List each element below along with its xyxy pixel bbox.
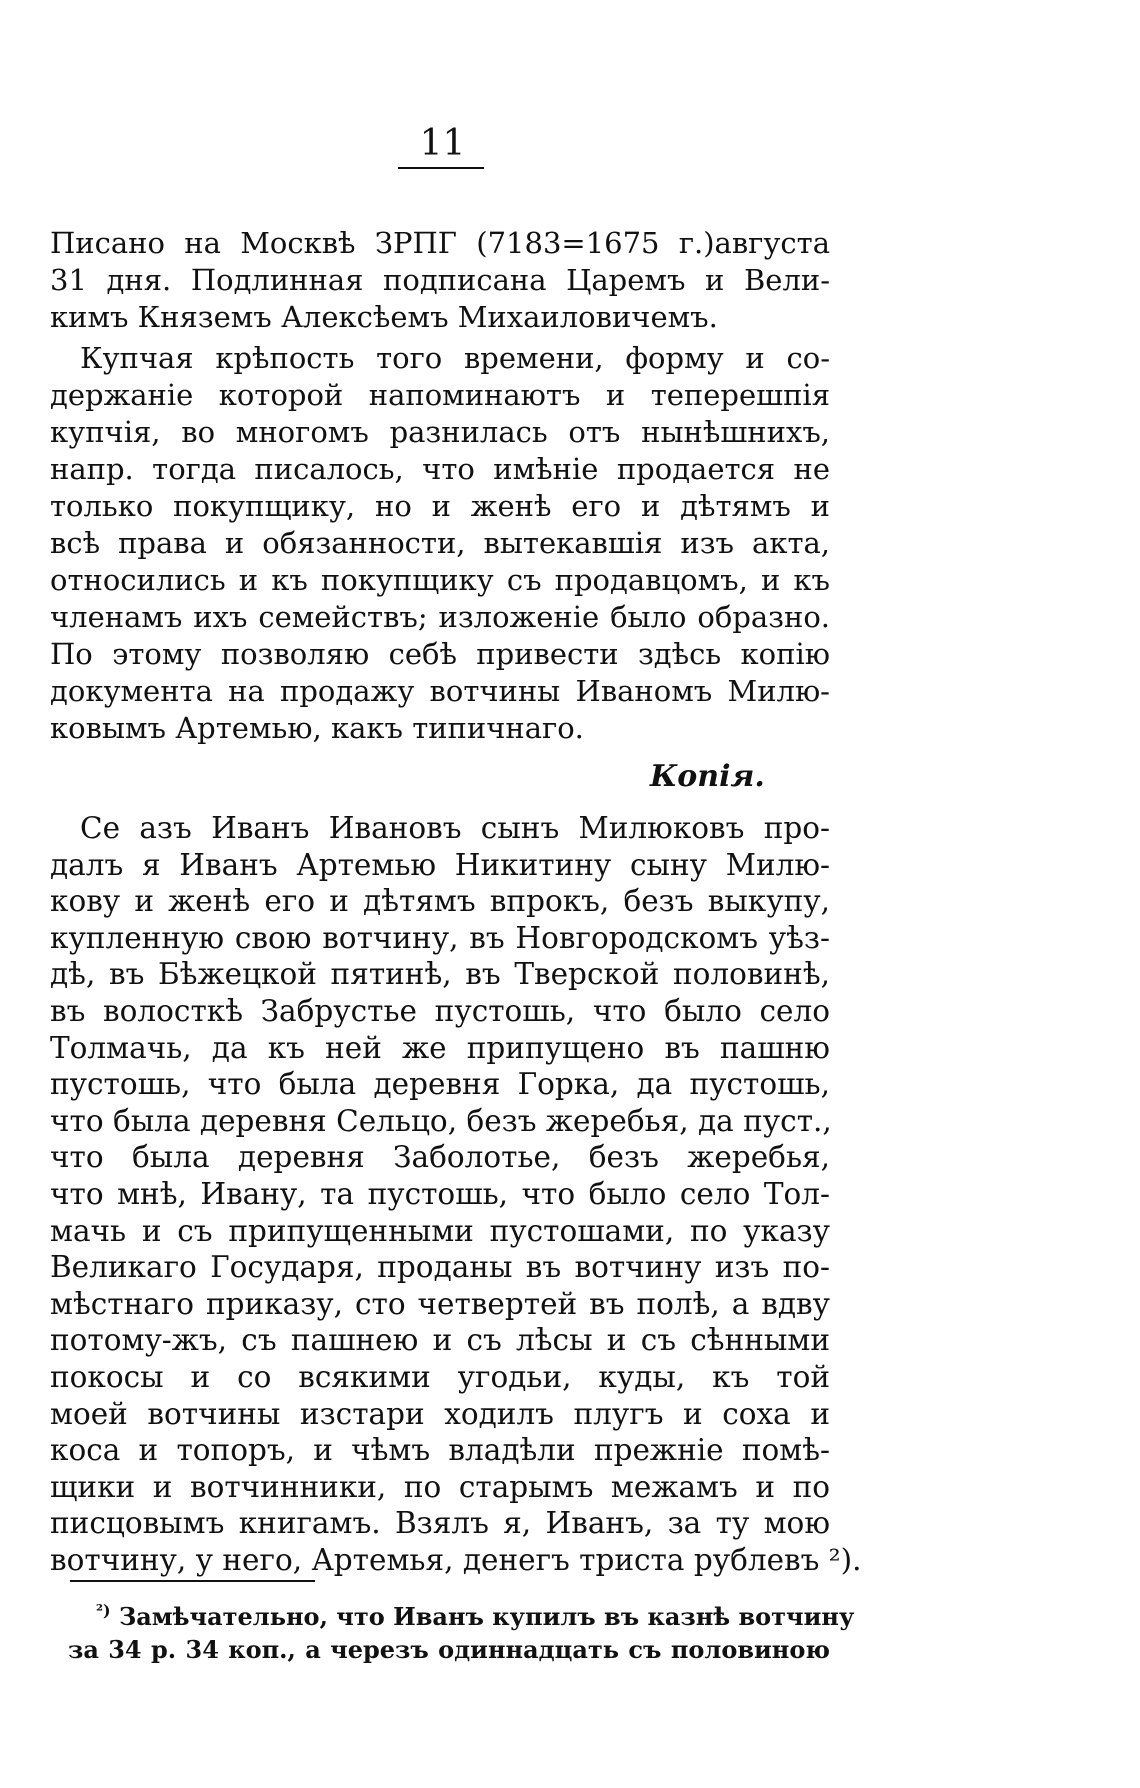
paragraph-line: купленную свою вотчину, въ Новгородскомъ уѣз- [50,920,830,955]
paragraph-line: писцовымъ книгамъ. Взялъ я, Иванъ, за ту мою [50,1506,830,1541]
paragraph-line: щики и вотчинники, по старымъ межамъ и по [50,1469,830,1504]
paragraph-line: кимъ Княземъ Алексѣемъ Михаиловичемъ. [50,300,718,334]
paragraph-line: кову и женѣ его и дѣтямъ впрокъ, безъ выкупу, [50,884,830,919]
paragraph-line: относились и къ покупщику съ продавцомъ, и къ [50,563,830,597]
footnote-text: Замѣчательно, что Иванъ купилъ въ казнѣ вотчину [118,1602,855,1631]
page-number: 11 [419,123,466,164]
footnote-line [68,1600,855,1633]
paragraph-deed-copy [50,810,862,1578]
paragraph-line: Великаго Государя, проданы въ вотчину изъ по- [50,1250,830,1285]
paragraph-line: что была деревня Сельцо, безъ жеребья, да пуст., [50,1103,832,1138]
paragraph-line: документа на продажу вотчины Иваномъ Милю- [50,674,830,708]
paragraph-line: далъ я Иванъ Артемью Никитину сыну Милю- [50,847,830,882]
footnote-rule [70,1580,315,1582]
paragraph-line: купчія, во многомъ разнилась отъ нынѣшнихъ, [50,415,830,449]
footnote-marker: ²) [96,1601,111,1620]
paragraph-line: Се азъ Иванъ Ивановъ сынъ Милюковъ про- [80,811,830,845]
paragraph-line: покосы и со всякими угодьи, куды, къ той [50,1359,830,1394]
paragraph-line: что была деревня Заболотье, безъ жеребья, [50,1140,830,1175]
paragraph-line: что мнѣ, Ивану, та пустошь, что было село Тол- [50,1176,830,1211]
paragraph-line: Толмачь, да къ ней же припущено въ пашню [50,1030,830,1065]
paragraph-line: дѣ, въ Бѣжецкой пятинѣ, въ Тверской половинѣ, [50,957,830,992]
paragraph-line: членамъ ихъ семействъ; изложеніе было образно. [50,600,830,634]
paragraph-line: 31 дня. Подлинная подписана Царемъ и Вели- [50,263,830,297]
paragraph-line: Писано на Москвѣ ЗРПГ (7183=1675 г.)августа [50,226,830,260]
paragraph-commentary [50,340,830,747]
paragraph-line: коса и топоръ, и чѣмъ владѣли прежніе помѣ- [50,1433,830,1468]
paragraph-closing-note [50,225,830,336]
paragraph-line: мѣстнаго приказу, сто четвертей въ полѣ, а вдву [50,1286,830,1321]
paragraph-line: потому-жъ, съ пашнею и съ лѣсы и съ сѣнными [50,1323,830,1358]
footnote-line: за 34 р. 34 коп., а черезъ одиннадцать съ половиною [68,1635,830,1664]
paragraph-line: Купчая крѣпость того времени, форму и со- [80,341,830,375]
paragraph-line: ковымъ Артемью, какъ типичнаго. [50,711,584,745]
footnote [68,1600,855,1666]
paragraph-line: пустошь, что была деревня Горка, да пустошь, [50,1067,830,1102]
page-number-rule [398,167,484,169]
paragraph-line: только покупщику, но и женѣ его и дѣтямъ и [50,489,830,523]
paragraph-line: вотчину, у него, Артемья, денегъ триста рублевъ ²). [50,1542,862,1577]
paragraph-line: мачь и съ припущенными пустошами, по указу [50,1213,830,1248]
paragraph-line: По этому позволяю себѣ привести здѣсь копію [50,637,830,671]
paragraph-line: напр. тогда писалось, что имѣніе продается не [50,452,830,486]
paragraph-line: всѣ права и обязанности, вытекавшія изъ акта, [50,526,830,560]
paragraph-line: держаніе которой напоминаютъ и теперешпія [50,378,830,412]
copy-heading: Копія. [650,759,765,794]
paragraph-line: въ волосткѣ Забрустье пустошь, что было село [50,993,830,1028]
paragraph-line: моей вотчины изстари ходилъ плугъ и соха и [50,1396,830,1431]
